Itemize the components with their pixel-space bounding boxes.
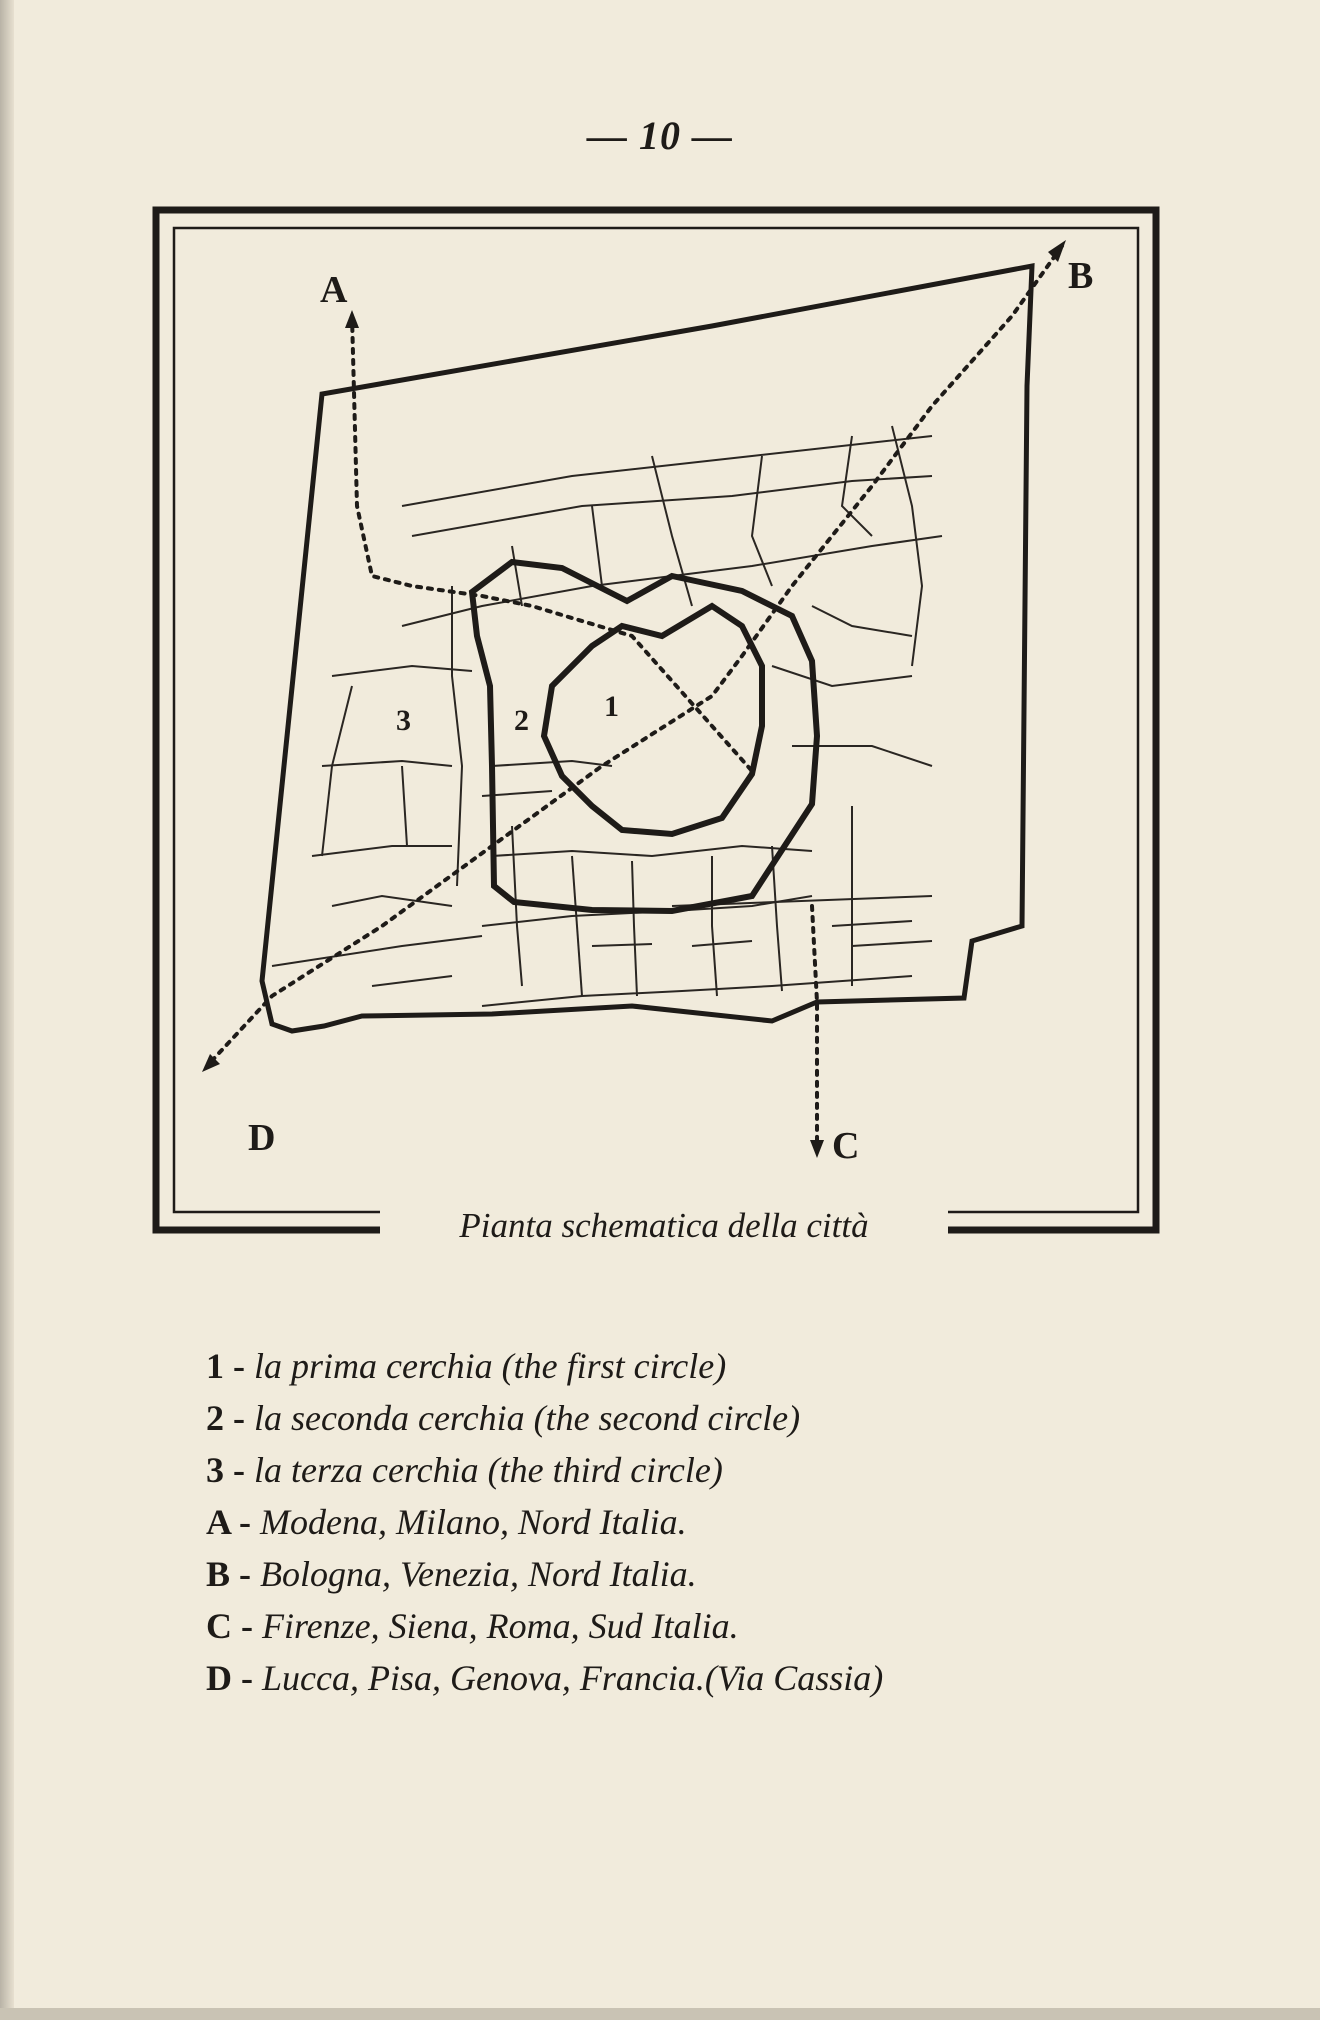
direction-label-a: A	[320, 269, 348, 311]
legend-item	[206, 1600, 883, 1652]
legend-key: A	[206, 1502, 231, 1542]
legend-key: 2	[206, 1398, 224, 1438]
page-edge	[0, 0, 14, 2020]
page-bottom-edge	[0, 2008, 1320, 2020]
city-map	[152, 206, 1160, 1238]
legend-text: la seconda cerchia (the second circle)	[254, 1398, 801, 1438]
page-number: — 10 —	[587, 113, 733, 158]
arrow-a	[345, 310, 359, 328]
legend-text: la prima cerchia (the first circle)	[254, 1346, 727, 1386]
frame-outer	[156, 210, 1156, 1230]
legend-key: B	[206, 1554, 231, 1594]
third-circle-wall	[262, 266, 1032, 1031]
legend-text: Bologna, Venezia, Nord Italia.	[260, 1554, 697, 1594]
arrow-d	[202, 1054, 220, 1072]
direction-label-d: D	[248, 1117, 276, 1159]
ring-label-3: 3	[396, 704, 411, 737]
legend-text: la terza cerchia (the third circle)	[254, 1450, 723, 1490]
map-caption: Pianta schematica della città	[380, 1206, 948, 1246]
legend-separator: -	[224, 1450, 254, 1490]
ring-label-1: 1	[604, 690, 619, 723]
legend-item	[206, 1652, 883, 1704]
legend-text: Lucca, Pisa, Genova, Francia.(Via Cassia)	[262, 1658, 884, 1698]
legend-item	[206, 1340, 883, 1392]
legend-item	[206, 1392, 883, 1444]
legend-key: 1	[206, 1346, 224, 1386]
route-c	[812, 906, 817, 1151]
arrow-b	[1048, 240, 1066, 262]
legend-item	[206, 1444, 883, 1496]
legend-item	[206, 1548, 883, 1600]
legend-key: 3	[206, 1450, 224, 1490]
map-drawing	[152, 206, 1160, 1238]
direction-label-b: B	[1068, 255, 1094, 297]
legend-key: D	[206, 1658, 232, 1698]
legend-text: Firenze, Siena, Roma, Sud Italia.	[262, 1606, 739, 1646]
legend-separator: -	[232, 1606, 262, 1646]
legend-separator: -	[232, 1658, 262, 1698]
frame-inner	[174, 228, 1138, 1212]
direction-label-c: C	[832, 1125, 860, 1167]
legend-item	[206, 1496, 883, 1548]
first-circle-wall	[544, 606, 762, 834]
legend-separator: -	[224, 1346, 254, 1386]
legend-text: Modena, Milano, Nord Italia.	[260, 1502, 687, 1542]
legend-separator: -	[224, 1398, 254, 1438]
map-legend	[206, 1340, 883, 1704]
legend-key: C	[206, 1606, 232, 1646]
legend-separator: -	[230, 1502, 261, 1542]
arrow-c	[810, 1140, 824, 1158]
legend-separator: -	[230, 1554, 261, 1594]
dotted-routes	[207, 246, 1062, 1151]
ring-label-2: 2	[514, 704, 529, 737]
